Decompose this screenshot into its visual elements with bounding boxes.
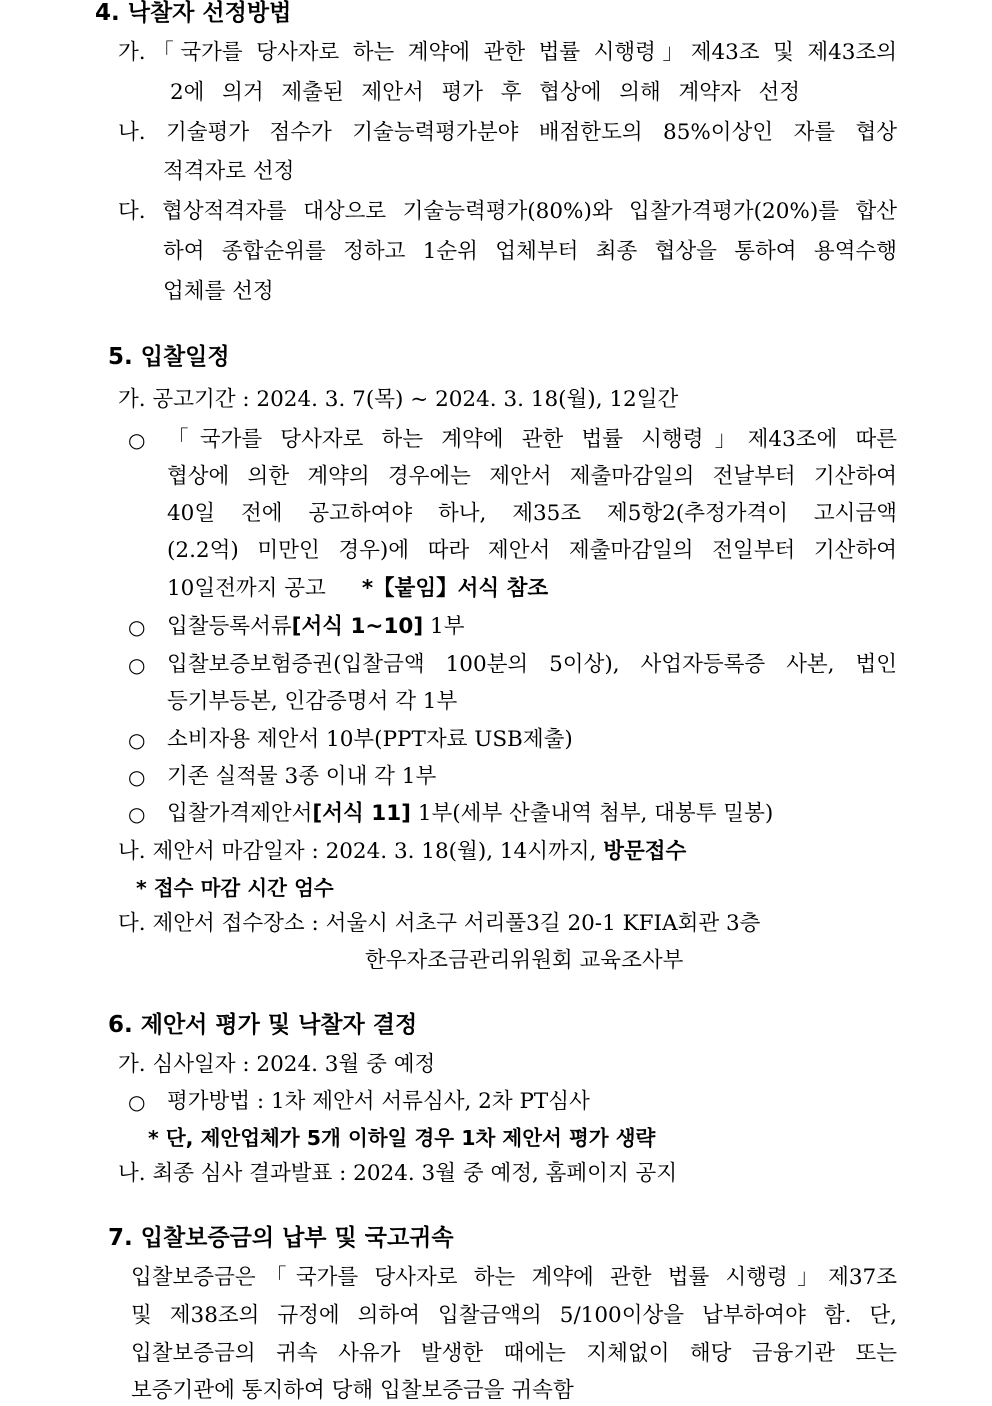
s4-item-b-line1: 나. 기술평가 점수가 기술능력평가분야 배점한도의 85%이상인 자를 협상 [118, 120, 897, 145]
s5-item-a: 가. 공고기간 : 2024. 3. 7(목) ~ 2024. 3. 18(월), 12일간 [118, 387, 679, 412]
bullet-icon: ○ [128, 653, 146, 677]
s6-item-b: 나. 최종 심사 결과발표 : 2024. 3월 중 예정, 홈페이지 공지 [118, 1161, 678, 1186]
s4-item-c-line1: 다. 협상적격자를 대상으로 기술능력평가(80%)와 입찰가격평가(20%)를 합산 [118, 199, 897, 224]
s5-item-b-text: 나. 제안서 마감일자 : 2024. 3. 18(월), 14시까지, [118, 839, 604, 864]
s5-p6-detail: 1부(세부 산출내역 첨부, 대봉투 밀봉) [411, 801, 774, 826]
form-ref-1-10: [서식 1~10] [291, 614, 424, 639]
s5-item-b [118, 837, 686, 867]
s5-p5: 기존 실적물 3종 이내 각 1부 [167, 764, 437, 789]
bullet-icon: ○ [128, 802, 146, 826]
s6-eval-note: * 단, 제안업체가 5개 이하일 경우 1차 제안서 평가 생략 [148, 1126, 656, 1150]
s6-eval-method: 평가방법 : 1차 제안서 서류심사, 2차 PT심사 [167, 1089, 590, 1114]
bullet-icon: ○ [128, 728, 146, 752]
s4-item-c-line3: 업체를 선정 [163, 279, 274, 304]
s7-line2: 및 제38조의 규정에 의하여 입찰금액의 5/100이상을 납부하여야 함. 단, [131, 1303, 897, 1328]
s5-p2 [167, 612, 465, 642]
deadline-note: * 접수 마감 시간 엄수 [136, 876, 334, 900]
s5-p3-line1: 입찰보증보험증권(입찰금액 100분의 5이상), 사업자등록증 사본, 법인 [167, 652, 897, 677]
s4-item-b-line2: 적격자로 선정 [163, 159, 295, 184]
s5-p2-count: 1부 [423, 614, 465, 639]
s6-item-a: 가. 심사일자 : 2024. 3월 중 예정 [118, 1052, 436, 1077]
bullet-icon: ○ [128, 428, 146, 452]
section-7-heading: 7. 입찰보증금의 납부 및 국고귀속 [108, 1225, 454, 1251]
s7-line4: 보증기관에 통지하여 당해 입찰보증금을 귀속함 [131, 1378, 574, 1403]
bullet-icon: ○ [128, 615, 146, 639]
visit-submission: 방문접수 [603, 839, 687, 864]
bullet-icon: ○ [128, 765, 146, 789]
s4-item-c-line2: 하여 종합순위를 정하고 1순위 업체부터 최종 협상을 통하여 용역수행 [163, 239, 897, 264]
attachment-note: *【붙임】서식 참조 [361, 576, 549, 601]
s5-p2-text: 입찰등록서류 [167, 614, 292, 639]
s5-p1-line5-text: 10일전까지 공고 [167, 576, 326, 601]
form-ref-11: [서식 11] [312, 801, 411, 826]
s4-item-a-line2: 2에 의거 제출된 제안서 평가 후 협상에 의해 계약자 선정 [170, 80, 800, 105]
bullet-icon: ○ [128, 1090, 146, 1114]
s5-p1-line1: 「국가를 당사자로 하는 계약에 관한 법률 시행령」제43조에 따른 [167, 427, 897, 452]
s4-item-a-line1: 가.「국가를 당사자로 하는 계약에 관한 법률 시행령」제43조 및 제43조의 [118, 40, 897, 65]
s5-p1-line5 [167, 574, 548, 604]
s5-item-c-line1: 다. 제안서 접수장소 : 서울시 서초구 서리풀3길 20-1 KFIA회관 3층 [118, 911, 761, 936]
s7-line1: 입찰보증금은「국가를 당사자로 하는 계약에 관한 법률 시행령」제37조 [131, 1265, 897, 1290]
s7-line3: 입찰보증금의 귀속 사유가 발생한 때에는 지체없이 해당 금융기관 또는 [131, 1341, 897, 1366]
s5-p6-text: 입찰가격제안서 [167, 801, 313, 826]
s5-p1-line3: 40일 전에 공고하여야 하나, 제35조 제5항2(추정가격이 고시금액 [167, 501, 897, 526]
s5-p6 [167, 799, 773, 829]
section-4-heading: 4. 낙찰자 선정방법 [95, 0, 292, 26]
s5-p3-line2: 등기부등본, 인감증명서 각 1부 [167, 689, 458, 714]
section-6-heading: 6. 제안서 평가 및 낙찰자 결정 [108, 1012, 418, 1038]
s5-p1-line2: 협상에 의한 계약의 경우에는 제안서 제출마감일의 전날부터 기산하여 [167, 464, 897, 489]
s5-item-c-line2: 한우자조금관리위원회 교육조사부 [365, 948, 684, 973]
s5-p1-line4: (2.2억) 미만인 경우)에 따라 제안서 제출마감일의 전일부터 기산하여 [167, 538, 897, 563]
s5-p4: 소비자용 제안서 10부(PPT자료 USB제출) [167, 727, 573, 752]
section-5-heading: 5. 입찰일정 [108, 344, 230, 370]
